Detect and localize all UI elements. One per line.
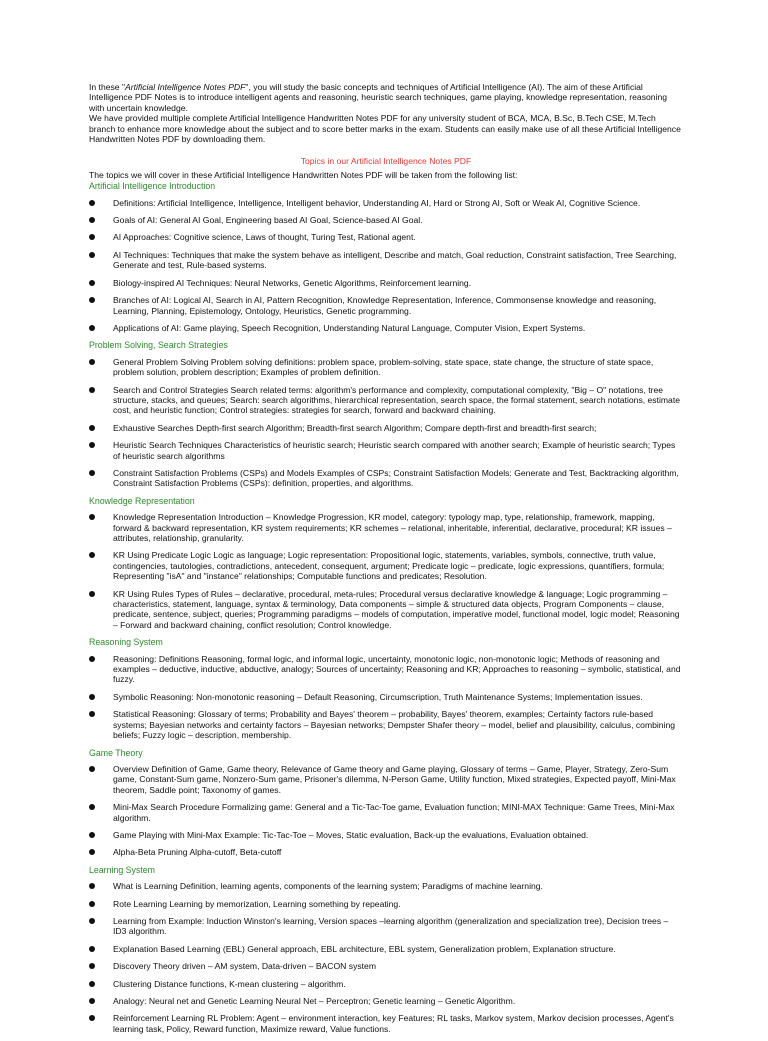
list-item <box>89 881 683 891</box>
section-title: Learning System <box>89 864 156 875</box>
bullet-icon <box>89 766 95 772</box>
bullet-icon <box>89 656 95 662</box>
list-item <box>89 944 683 954</box>
list-item <box>89 692 683 702</box>
list-item-text: Applications of AI: Game playing, Speech Recognition, Understanding Natural Language, Computer Vision, Expert Systems. <box>113 322 586 333</box>
bullet-icon <box>89 387 95 393</box>
list-item <box>89 589 683 631</box>
list-item-text: Discovery Theory driven – AM system, Data-driven – BACON system <box>113 961 376 972</box>
section-title: Reasoning System <box>89 637 163 648</box>
topic-list <box>89 198 683 334</box>
list-item <box>89 830 683 840</box>
list-item <box>89 323 683 333</box>
list-item-text: Analogy: Neural net and Genetic Learning Neural Net – Perceptron; Genetic learning – Genetic Algorithm. <box>113 996 516 1006</box>
list-item-text: Constraint Satisfaction Problems (CSPs) and Models Examples of CSPs; Constraint Satisfaction Models: Generate and Test, Backtracking algorithm, Constraint Satisfaction Problems (CSPs): definition, properties, and algorithms. <box>113 467 679 489</box>
bullet-icon <box>89 849 95 855</box>
list-item <box>89 996 683 1006</box>
topic-sections <box>89 181 683 1034</box>
notes-page <box>89 82 683 1041</box>
bullet-icon <box>89 280 95 286</box>
bullet-icon <box>89 998 95 1004</box>
bullet-icon <box>89 901 95 907</box>
bullet-icon <box>89 359 95 365</box>
topic-section <box>89 865 683 1034</box>
list-item-text: Exhaustive Searches Depth-first search Algorithm; Breadth-first search Algorithm; Compare depth-first and breadth-first search; <box>113 422 597 433</box>
intro-emphasis: Artificial Intelligence Notes PDF <box>125 82 246 92</box>
bullet-icon <box>89 981 95 987</box>
bullet-icon <box>89 442 95 448</box>
list-item-text: What is Learning Definition, learning agents, components of the learning system; Paradigms of machine learning. <box>113 881 543 892</box>
list-item <box>89 357 683 378</box>
topic-section <box>89 340 683 488</box>
topic-list <box>89 512 683 630</box>
list-item-text: Symbolic Reasoning: Non-monotonic reasoning – Default Reasoning, Circumscription, Truth Maintenance Systems; Implementation issues. <box>113 691 643 702</box>
list-item <box>89 709 683 740</box>
list-item-text: Statistical Reasoning: Glossary of terms; Probability and Bayes' theorem – probability, Bayes' theorem, examples; Certainty factors rule-based systems; Bayesian networks and certainty factors – Bayesian networks; Dempster Shafer theory – model, belief and plausibility, calculus, combining beliefs; Fuzzy logic – description, membership. <box>113 709 676 741</box>
bullet-icon <box>89 552 95 558</box>
list-item-text: Learning from Example: Induction Winston's learning, Version spaces –learning algorithm (generalization and specialization tree), Decision trees – ID3 algorithm. <box>113 915 669 937</box>
list-item <box>89 295 683 316</box>
bullet-icon <box>89 918 95 924</box>
bullet-icon <box>89 963 95 969</box>
topic-list <box>89 654 683 741</box>
list-item <box>89 198 683 208</box>
list-item-text: Search and Control Strategies Search related terms: algorithm's performance and complexity, computational complexity, "Big – O" notations, tree structure, stacks, and queues; Search: search algorithms, hierarchical representation, search space, the formal statement, search notations, estimate cost, and heuristic function; Control strategies: strategies for search, forward and backward chaining. <box>113 384 680 416</box>
topic-section <box>89 637 683 740</box>
list-item <box>89 250 683 271</box>
section-title: Game Theory <box>89 747 143 758</box>
topic-list <box>89 357 683 489</box>
bullet-icon <box>89 252 95 258</box>
list-item <box>89 215 683 225</box>
list-item <box>89 468 683 489</box>
list-item <box>89 385 683 416</box>
list-item-text: Alpha-Beta Pruning Alpha-cutoff, Beta-cutoff <box>113 847 282 858</box>
section-title: Knowledge Representation <box>89 495 195 506</box>
topics-heading: Topics in our Artificial Intelligence Notes PDF <box>300 156 472 167</box>
bullet-icon <box>89 694 95 700</box>
list-item-text: Game Playing with Mini-Max Example: Tic-Tac-Toe – Moves, Static evaluation, Back-up the evaluations, Evaluation obtained. <box>113 829 589 840</box>
list-item <box>89 979 683 989</box>
list-item <box>89 440 683 461</box>
list-item-text: Goals of AI: General AI Goal, Engineering based AI Goal, Science-based AI Goal. <box>113 215 423 226</box>
list-item-text: AI Approaches: Cognitive science, Laws of thought, Turing Test, Rational agent. <box>113 232 416 243</box>
bullet-icon <box>89 425 95 431</box>
bullet-icon <box>89 470 95 476</box>
list-item-text: Rote Learning Learning by memorization, Learning something by repeating. <box>113 898 401 909</box>
list-item-text: Reasoning: Definitions Reasoning, formal logic, and informal logic, uncertainty, monotonic logic, non-monotonic logic; Methods of reasoning and examples – deductive, inductive, abductive, analogy; Sources of uncertainty; Reasoning and KR; Approaches to reasoning – symbolic, statistical, and fuzzy. <box>113 653 681 685</box>
list-item-text: KR Using Predicate Logic Logic as language; Logic representation: Propositional logic, statements, variables, symbols, connective, truth value, contingencies, tautologies, contradictions, antecedent, consequent, argument; Predicate logic – predicate, logic expressions, quantifiers, formula; Representing "isA" and "instance" relationships; Computable functions and predicates; Resolution. <box>113 550 665 582</box>
topic-section <box>89 748 683 858</box>
intro-text-cont: ", you will study the basic concepts and techniques of Artificial Intelligence (AI). The aim of these Artificial Intelligence PDF Notes is to introduce intelligent agents and reasoning, heuristic search techniques, game playing, knowledge representation, reasoning with uncertain knowledge. <box>89 82 668 113</box>
list-item <box>89 278 683 288</box>
list-item <box>89 232 683 242</box>
list-item <box>89 961 683 971</box>
list-item-text: Reinforcement Learning RL Problem: Agent – environment interaction, key Features; RL tasks, Markov system, Markov decision processes, Agent's learning task, Policy, Reward function, Maximize reward, Value functions. <box>113 1013 674 1034</box>
list-item-text: Biology-inspired AI Techniques: Neural Networks, Genetic Algorithms, Reinforcement learning. <box>113 277 472 288</box>
list-item-text: Clustering Distance functions, K-mean clustering – algorithm. <box>113 978 346 989</box>
bullet-icon <box>89 234 95 240</box>
list-item-text: AI Techniques: Techniques that make the system behave as intelligent, Describe and match, Goal reduction, Constraint satisfaction, Tree Searching, Generate and test, Rule-based systems. <box>113 249 677 271</box>
list-item-text: Heuristic Search Techniques Characteristics of heuristic search; Heuristic search compared with another search; Example of heuristic search; Types of heuristic search algorithms <box>113 440 676 461</box>
section-title: Artificial Intelligence Introduction <box>89 181 216 192</box>
intro <box>89 82 683 144</box>
section-title: Problem Solving, Search Strategies <box>89 340 228 351</box>
bullet-icon <box>89 711 95 717</box>
list-item-text: Overview Definition of Game, Game theory, Relevance of Game theory and Game playing, Glossary of terms – Game, Player, Strategy, Zero-Sum game, Constant-Sum game, Nonzero-Sum game, Prisoner's dilemma, N-Person Game, Utility function, Mixed strategies, Expected payoff, Mini-Max theorem, Saddle point; Taxonomy of games. <box>113 763 676 795</box>
list-item-text: Definitions: Artificial Intelligence, Intelligence, Intelligent behavior, Understanding AI, Hard or Strong AI, Soft or Weak AI, Cognitive Science. <box>113 197 641 208</box>
intro-paragraph-1 <box>89 82 683 113</box>
list-item <box>89 550 683 581</box>
list-item <box>89 916 683 937</box>
bullet-icon <box>89 832 95 838</box>
list-item-text: General Problem Solving Problem solving definitions: problem space, problem-solving, state space, state change, the structure of state space, problem solution, problem description; Examples of problem definition. <box>113 356 654 378</box>
topic-section <box>89 496 683 630</box>
topic-list <box>89 764 683 858</box>
list-item <box>89 654 683 685</box>
bullet-icon <box>89 591 95 597</box>
topic-list <box>89 881 683 1034</box>
topics-lead: The topics we will cover in these Artificial Intelligence Handwritten Notes PDF will be taken from the following list: <box>89 169 518 180</box>
list-item-text: KR Using Rules Types of Rules – declarative, procedural, meta-rules; Procedural versus declarative knowledge & language; Logic programming – characteristics, statement, language, syntax & terminology, Data components – simple & structured data objects, Program Components – clause, predicate, sentence, subject, queries; Programming paradigms – models of computation, imperative model, functional model, logic model; Reasoning – Forward and backward chaining, conflict resolution; Control knowledge. <box>113 588 680 630</box>
list-item <box>89 899 683 909</box>
intro-text: In these " <box>89 82 126 92</box>
bullet-icon <box>89 325 95 331</box>
topic-section <box>89 181 683 333</box>
bullet-icon <box>89 514 95 520</box>
bullet-icon <box>89 297 95 303</box>
list-item-text: Mini-Max Search Procedure Formalizing game: General and a Tic-Tac-Toe game, Evaluation function; MINI-MAX Technique: Game Trees, Mini-Max algorithm. <box>113 802 675 823</box>
bullet-icon <box>89 946 95 952</box>
intro-paragraph-2: We have provided multiple complete Artificial Intelligence Handwritten Notes PDF for any university student of BCA, MCA, B.Sc, B.Tech CSE, M.Tech branch to enhance more knowledge about the subject and to score better marks in the exam. Students can easily make use of all these Artificial Intelligence Handwritten Notes PDF by downloading them. <box>89 113 681 145</box>
list-item-text: Explanation Based Learning (EBL) General approach, EBL architecture, EBL system, Generalization problem, Explanation structure. <box>113 943 616 954</box>
bullet-icon <box>89 804 95 810</box>
list-item <box>89 512 683 543</box>
list-item-text: Knowledge Representation Introduction – Knowledge Progression, KR model, category: typology map, type, relationship, framework, mapping, forward & backward representation, KR system requirements; KR schemes – relational, inheritable, inferential, declarative, procedural; KR issues – attributes, relationship, granularity. <box>113 512 672 543</box>
list-item <box>89 847 683 857</box>
list-item <box>89 764 683 795</box>
bullet-icon <box>89 200 95 206</box>
list-item <box>89 423 683 433</box>
bullet-icon <box>89 883 95 889</box>
bullet-icon <box>89 1015 95 1021</box>
bullet-icon <box>89 217 95 223</box>
list-item-text: Branches of AI: Logical AI, Search in AI, Pattern Recognition, Knowledge Representation, Inference, Commonsense knowledge and reasoning, Learning, Planning, Epistemology, Ontology, Heuristics, Genetic programming. <box>113 295 657 316</box>
list-item <box>89 802 683 823</box>
